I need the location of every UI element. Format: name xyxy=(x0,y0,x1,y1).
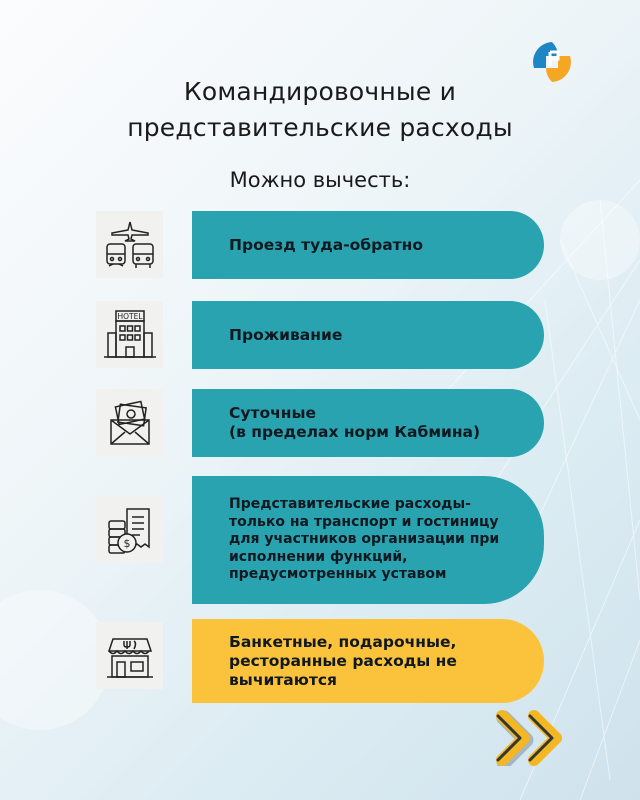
title-line-1: Командировочные и xyxy=(183,77,457,106)
item-label: Проезд туда-обратно xyxy=(192,211,544,279)
transport-icon xyxy=(96,211,163,278)
restaurant-icon xyxy=(96,622,163,689)
subtitle: Можно вычесть: xyxy=(229,168,411,192)
title-line-2: представительские расходы xyxy=(127,113,513,142)
svg-text:$: $ xyxy=(123,536,130,550)
item-label: Суточные (в пределах норм Кабмина) xyxy=(192,389,544,457)
receipt-coins-icon xyxy=(96,496,163,563)
item-label: Представительские расходы- только на транспорт и гостиницу для участников организации при исполнении функций, предусмотренных уставом xyxy=(192,476,544,604)
item-label: Проживание xyxy=(192,301,544,369)
double-chevron-right-icon[interactable] xyxy=(494,710,578,766)
money-envelope-icon xyxy=(96,389,163,456)
item-label: Банкетные, подарочные, ресторанные расходы не вычитаются xyxy=(192,619,544,703)
hotel-sign-text: HOTEL xyxy=(116,311,143,321)
page-title xyxy=(0,74,640,146)
hotel-icon xyxy=(96,301,163,368)
